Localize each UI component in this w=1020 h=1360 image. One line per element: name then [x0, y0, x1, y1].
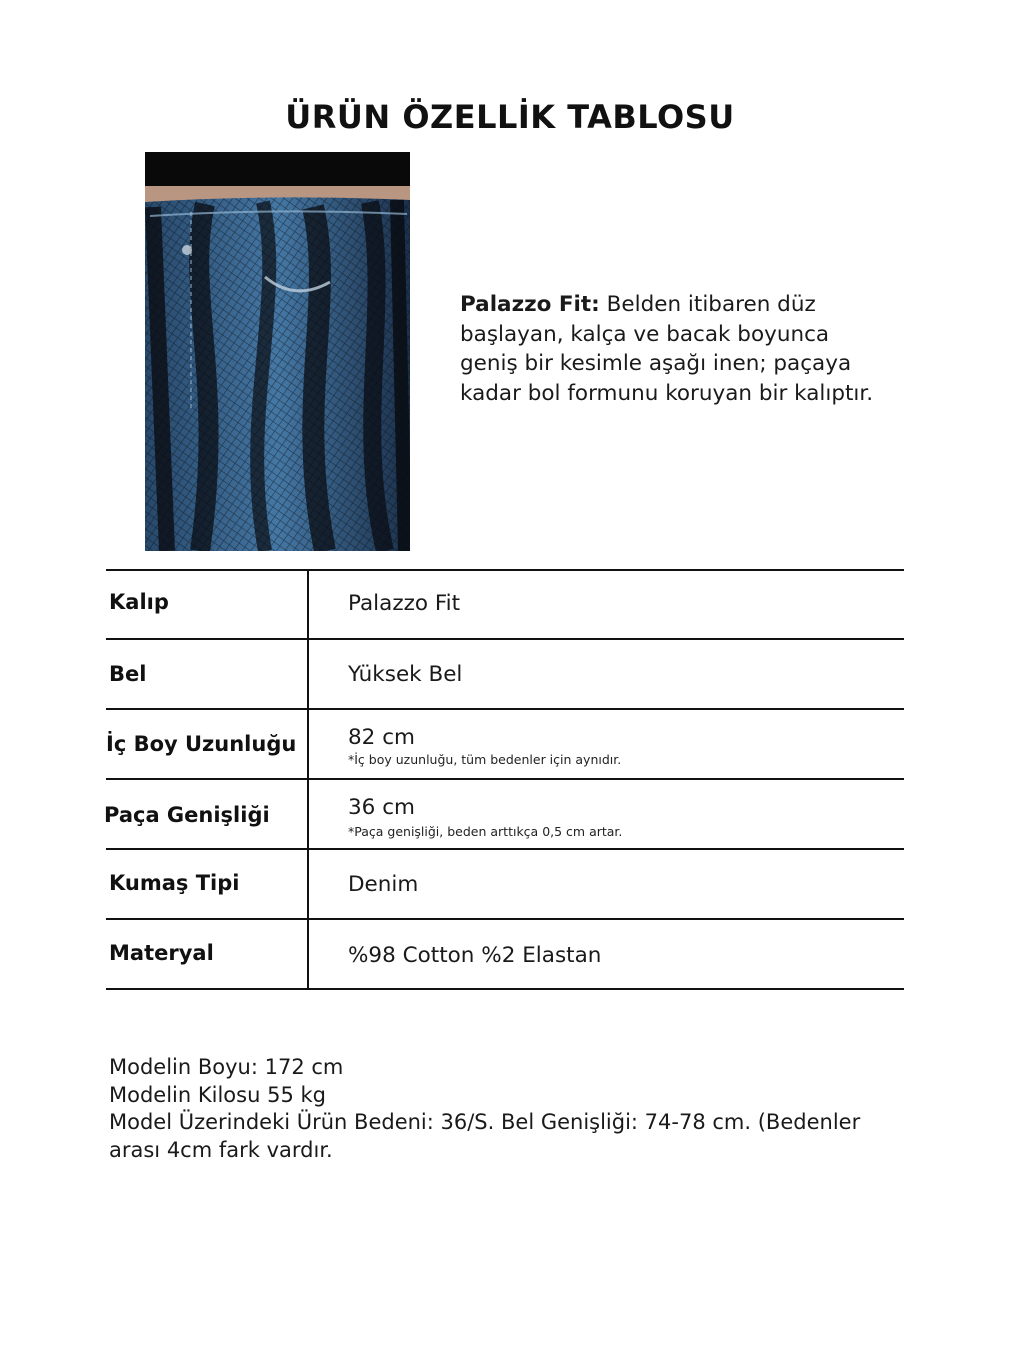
fit-description-line: başlayan, kalça ve bacak boyunca — [460, 321, 830, 347]
spec-label-materyal: Materyal — [109, 941, 214, 965]
model-info-line: Modelin Kilosu 55 kg — [109, 1082, 326, 1107]
model-info — [109, 1054, 909, 1164]
spec-value-kumas: Denim — [348, 872, 419, 897]
model-info-line: Model Üzerindeki Ürün Bedeni: 36/S. Bel Genişliği: 74-78 cm. (Bedenler — [109, 1110, 861, 1134]
table-divider — [106, 638, 904, 640]
table-column-divider — [307, 569, 309, 990]
table-divider — [106, 918, 904, 920]
spec-value-paca: 36 cm — [348, 795, 415, 820]
table-divider — [106, 988, 904, 990]
fit-description-line: geniş bir kesimle aşağı inen; paçaya — [460, 351, 852, 376]
spec-label-ic-boy: İç Boy Uzunluğu — [106, 732, 297, 756]
spec-note-paca: *Paça genişliği, beden arttıkça 0,5 cm artar. — [348, 824, 623, 839]
product-photo — [145, 152, 410, 551]
spec-label-bel: Bel — [109, 662, 147, 686]
table-divider — [106, 569, 904, 571]
fit-description-line: kadar bol formunu koruyan bir kalıptır. — [460, 380, 874, 406]
spec-value-materyal: %98 Cotton %2 Elastan — [348, 943, 602, 968]
fit-name: Palazzo Fit: — [460, 292, 600, 317]
model-info-line: arası 4cm fark vardır. — [109, 1137, 333, 1162]
spec-label-paca: Paça Genişliği — [104, 803, 270, 827]
table-divider — [106, 848, 904, 850]
spec-label-kalip: Kalıp — [109, 590, 169, 614]
fit-description-line: Belden itibaren düz — [599, 292, 816, 317]
model-info-line: Modelin Boyu: 172 cm — [109, 1055, 344, 1079]
fit-description — [460, 290, 930, 408]
table-divider — [106, 708, 904, 710]
spec-value-bel: Yüksek Bel — [348, 662, 463, 687]
page-title: ÜRÜN ÖZELLİK TABLOSU — [285, 98, 735, 136]
spec-label-kumas: Kumaş Tipi — [109, 871, 240, 895]
spec-value-ic-boy: 82 cm — [348, 725, 415, 750]
table-divider — [106, 778, 904, 780]
spec-note-ic-boy: *İç boy uzunluğu, tüm bedenler için aynıdır. — [348, 752, 622, 767]
spec-value-kalip: Palazzo Fit — [348, 591, 461, 616]
product-photo-lace-denim-jeans-icon — [145, 152, 410, 551]
